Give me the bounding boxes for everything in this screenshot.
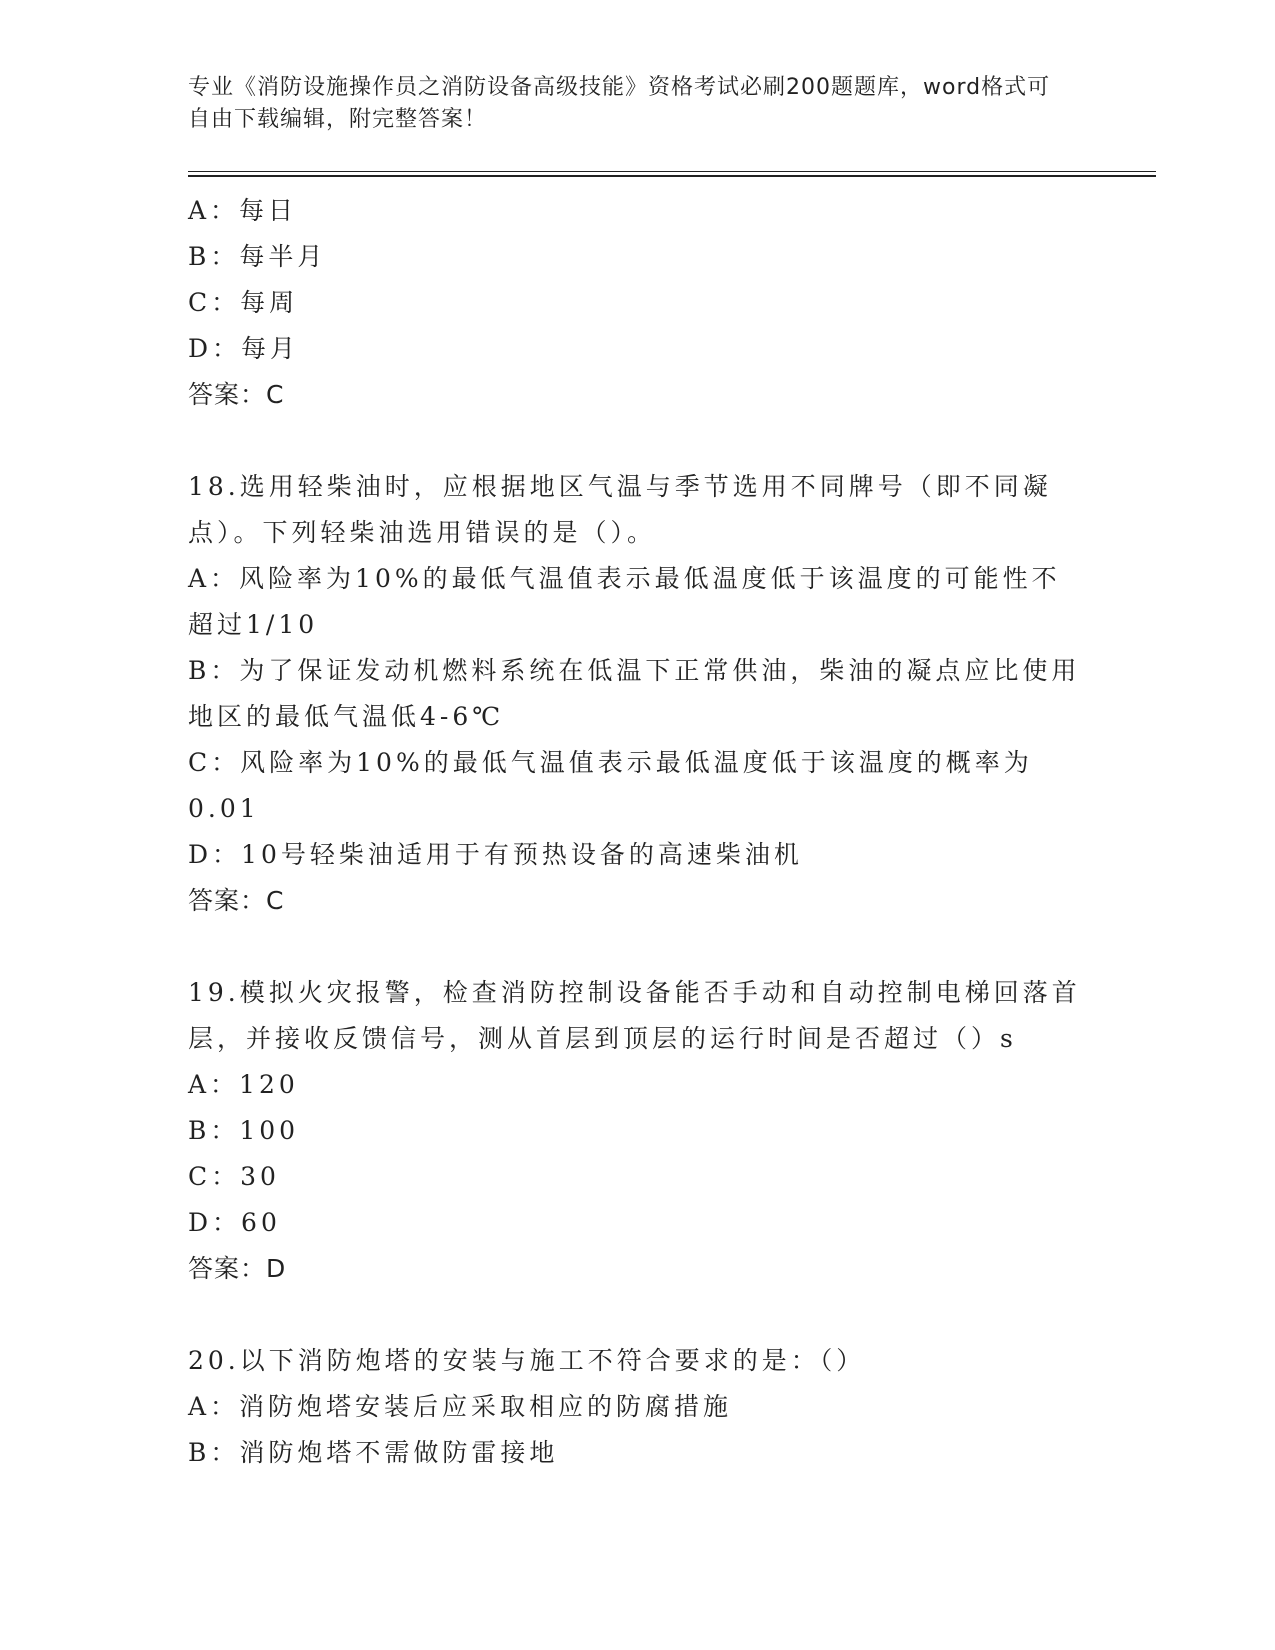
header-divider-thin	[188, 171, 1156, 172]
question-19	[188, 970, 1088, 1292]
question-20	[188, 1338, 1088, 1476]
option-a: A：每日	[188, 196, 298, 225]
question-17	[188, 188, 1088, 418]
answer: 答案：C	[188, 380, 285, 409]
document-header: 专业《消防设施操作员之消防设备高级技能》资格考试必刷200题题库，word格式可自由下载编辑，附完整答案！	[188, 75, 1051, 132]
option-c: C：30	[188, 1162, 280, 1191]
answer: 答案：D	[188, 1254, 287, 1283]
option-b: B：100	[188, 1116, 300, 1145]
option-d: D：60	[188, 1208, 281, 1237]
spacer	[188, 924, 1088, 970]
answer: 答案：C	[188, 886, 285, 915]
question-18	[188, 464, 1088, 924]
spacer	[188, 1292, 1088, 1338]
option-b: B：为了保证发动机燃料系统在低温下正常供油，柴油的凝点应比使用地区的最低气温低4-6℃	[188, 656, 1081, 731]
option-a: A：风险率为10%的最低气温值表示最低温度低于该温度的可能性不超过1/10	[188, 564, 1061, 639]
question-stem: 19.模拟火灾报警，检查消防控制设备能否手动和自动控制电梯回落首层，并接收反馈信号，测从首层到顶层的运行时间是否超过（）s	[188, 978, 1081, 1053]
question-stem: 20.以下消防炮塔的安装与施工不符合要求的是：（）	[188, 1346, 866, 1375]
spacer	[188, 418, 1088, 464]
option-a: A：消防炮塔安装后应采取相应的防腐措施	[188, 1392, 733, 1421]
option-d: D：10号轻柴油适用于有预热设备的高速柴油机	[188, 840, 803, 869]
option-a: A：120	[188, 1070, 299, 1099]
option-d: D：每月	[188, 334, 300, 363]
question-stem: 18.选用轻柴油时，应根据地区气温与季节选用不同牌号（即不同凝点）。下列轻柴油选用错误的是（）。	[188, 472, 1052, 547]
option-b: B：每半月	[188, 242, 327, 271]
header-divider-thick	[188, 175, 1156, 177]
option-c: C：每周	[188, 288, 299, 317]
question-list	[188, 188, 1088, 1476]
option-c: C：风险率为10%的最低气温值表示最低温度低于该温度的概率为0.01	[188, 748, 1033, 823]
option-b: B：消防炮塔不需做防雷接地	[188, 1438, 559, 1467]
